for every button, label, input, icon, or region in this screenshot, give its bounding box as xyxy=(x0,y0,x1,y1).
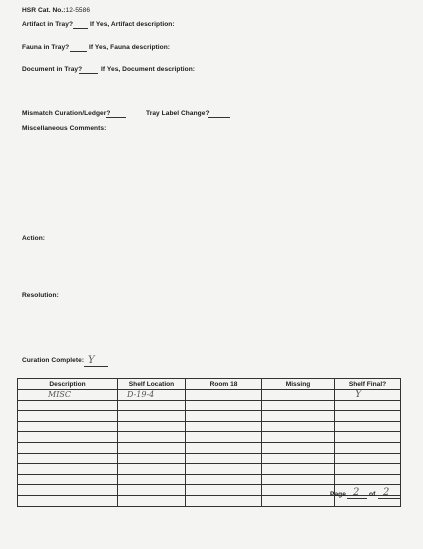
cell-shelf-location xyxy=(118,442,186,453)
cell-shelf-final xyxy=(335,464,401,475)
page-current-value: 2 xyxy=(353,487,360,498)
cell-missing xyxy=(262,442,335,453)
table-row xyxy=(18,411,401,422)
cell-shelf-final xyxy=(335,411,401,422)
cell-shelf-final xyxy=(335,421,401,432)
catalog-value: 12-5586 xyxy=(65,7,91,14)
table-row xyxy=(18,400,401,411)
cell-description xyxy=(18,485,118,496)
page-label: Page xyxy=(330,491,346,498)
cell-missing xyxy=(262,464,335,475)
catalog-number xyxy=(22,7,90,14)
table-row xyxy=(18,432,401,443)
page-total-blank xyxy=(378,498,400,499)
cell-room-18 xyxy=(186,400,262,411)
of-label: of xyxy=(369,491,376,498)
cell-shelf-location xyxy=(118,464,186,475)
cell-shelf-location xyxy=(118,495,186,506)
curation-complete-label: Curation Complete: xyxy=(22,357,85,364)
cell-room-18 xyxy=(186,432,262,443)
cell-missing xyxy=(262,390,335,401)
cell-missing xyxy=(262,485,335,496)
artifact-in-tray-blank xyxy=(73,28,88,29)
table-row xyxy=(18,474,401,485)
cell-room-18 xyxy=(186,442,262,453)
cell-missing xyxy=(262,432,335,443)
cell-room-18 xyxy=(186,495,262,506)
cell-description xyxy=(18,474,118,485)
cell-shelf-final xyxy=(335,432,401,443)
cell-description xyxy=(18,495,118,506)
tray-label-change-blank xyxy=(208,117,230,118)
document-in-tray-label: Document in Tray? xyxy=(22,66,83,73)
cell-shelf-location xyxy=(118,485,186,496)
cell-shelf-location: D-19-4 xyxy=(118,390,186,401)
mismatch-curation-blank xyxy=(106,117,126,118)
column-header-missing: Missing xyxy=(262,379,335,390)
cell-description xyxy=(18,464,118,475)
cell-shelf-final xyxy=(335,474,401,485)
cell-shelf-location xyxy=(118,411,186,422)
table-row xyxy=(18,453,401,464)
table-row xyxy=(18,390,401,401)
cell-description: MISC xyxy=(18,390,118,401)
cell-room-18 xyxy=(186,421,262,432)
cell-missing xyxy=(262,421,335,432)
cell-room-18 xyxy=(186,390,262,401)
cell-missing xyxy=(262,495,335,506)
artifact-in-tray-label: Artifact in Tray? xyxy=(22,21,74,28)
cell-description xyxy=(18,453,118,464)
action-label: Action: xyxy=(22,235,46,242)
cell-room-18 xyxy=(186,411,262,422)
cell-description xyxy=(18,411,118,422)
curation-complete-value: Y xyxy=(88,355,95,366)
cell-description xyxy=(18,442,118,453)
mismatch-curation-label: Mismatch Curation/Ledger? xyxy=(22,110,111,117)
fauna-in-tray-blank xyxy=(70,51,87,52)
document-in-tray-blank xyxy=(79,73,98,74)
catalog-label: HSR Cat. No.: xyxy=(22,7,66,14)
column-header-shelf-final: Shelf Final? xyxy=(335,379,401,390)
cell-room-18 xyxy=(186,464,262,475)
cell-room-18 xyxy=(186,485,262,496)
cell-shelf-location xyxy=(118,453,186,464)
cell-missing xyxy=(262,400,335,411)
column-header-shelf-location: Shelf Location xyxy=(118,379,186,390)
cell-missing xyxy=(262,474,335,485)
cell-description xyxy=(18,432,118,443)
cell-missing xyxy=(262,411,335,422)
cell-room-18 xyxy=(186,453,262,464)
artifact-description-label: If Yes, Artifact description: xyxy=(90,21,175,28)
column-header-description: Description xyxy=(18,379,118,390)
column-header-room-18: Room 18 xyxy=(186,379,262,390)
cell-description xyxy=(18,400,118,411)
page-current-blank xyxy=(347,498,367,499)
document-description-label: If Yes, Document description: xyxy=(101,66,196,73)
cell-shelf-location xyxy=(118,432,186,443)
cell-description xyxy=(18,421,118,432)
table-row xyxy=(18,464,401,475)
fauna-in-tray-label: Fauna in Tray? xyxy=(22,44,70,51)
page-total-value: 2 xyxy=(383,487,390,498)
table-row xyxy=(18,421,401,432)
cell-room-18 xyxy=(186,474,262,485)
misc-comments-label: Miscellaneous Comments: xyxy=(22,125,107,132)
cell-shelf-location xyxy=(118,474,186,485)
table-header-row xyxy=(18,379,401,390)
cell-shelf-location xyxy=(118,400,186,411)
cell-shelf-final xyxy=(335,442,401,453)
cell-shelf-location xyxy=(118,421,186,432)
table-row xyxy=(18,442,401,453)
cell-shelf-final: Y xyxy=(335,390,401,401)
cell-shelf-final xyxy=(335,400,401,411)
tray-table xyxy=(17,378,401,507)
cell-missing xyxy=(262,453,335,464)
curation-complete-blank xyxy=(84,366,108,367)
resolution-label: Resolution: xyxy=(22,292,59,299)
fauna-description-label: If Yes, Fauna description: xyxy=(89,44,171,51)
tray-label-change-label: Tray Label Change? xyxy=(146,110,210,117)
cell-shelf-final xyxy=(335,453,401,464)
